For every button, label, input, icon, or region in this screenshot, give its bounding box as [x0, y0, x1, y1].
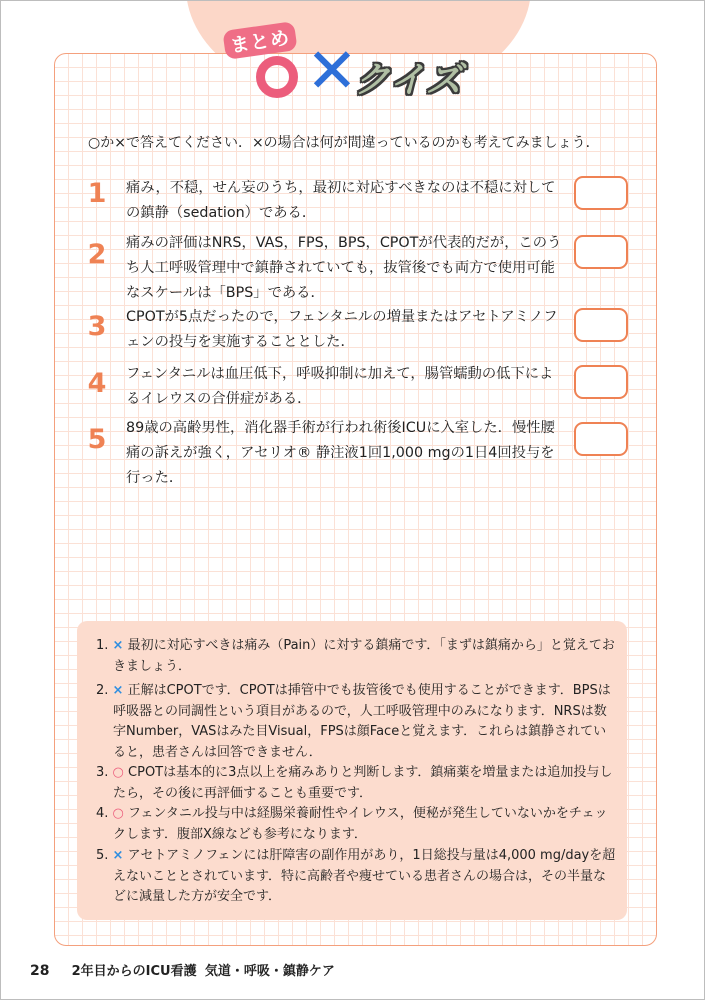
- question-number: 3: [87, 311, 107, 342]
- circle-mark-icon: ○: [112, 765, 124, 780]
- question-text: 89歳の高齢男性，消化器手術が行われ術後ICUに入室した．慢性腰痛の訴えが強く，アセリオ® 静注液1回1,000 mgの1日4回投与を行った．: [126, 420, 555, 486]
- title-quiz-label: クイズ: [354, 60, 463, 101]
- answer-text: アセトアミノフェンには肝障害の副作用があり，1日総投与量は4,000 mg/dayを超えないこととされています．特に高齢者や痩せている患者さんの場合は，その半量などに減量した方が安全です．: [113, 848, 616, 904]
- answer-text: 正解はCPOTです．CPOTは挿管中でも抜管後でも使用することができます．BPSは呼吸器との同調性という項目があるので，人工呼吸管理中のみになります．NRSは数字Number，VASはみた目Visual，FPSは顔Faceと覚えます．これらは鎮静されていると，患者さんは回答できません．: [113, 683, 611, 760]
- answer-text: CPOTは基本的に3点以上を痛みありと判断します．鎮痛薬を増量または追加投与したら，その後に再評価することも重要です．: [113, 765, 613, 801]
- title-summary-label: まとめ: [222, 21, 297, 60]
- instruction-text: ○か×で答えてください．×の場合は何が間違っているのかも考えてみましょう．: [88, 135, 600, 151]
- book-title: 2年目からのICU看護: [71, 964, 197, 979]
- answer-input-box[interactable]: [574, 365, 628, 399]
- answer-text: フェンタニル投与中は経腸栄養耐性やイレウス，便秘が発生していないかをチェックします．腹部X線なども参考になります．: [113, 806, 608, 842]
- answer-input-box[interactable]: [574, 422, 628, 456]
- answer-number: 3.: [96, 765, 109, 780]
- circle-mark-icon: [256, 56, 298, 98]
- answer-1: [96, 636, 616, 677]
- answer-input-box[interactable]: [574, 176, 628, 210]
- answer-2: [96, 681, 616, 763]
- question-number: 2: [87, 239, 107, 270]
- cross-mark-icon: ×: [112, 638, 124, 653]
- circle-mark-icon: ○: [112, 806, 124, 821]
- cross-mark-icon: ×: [112, 683, 124, 698]
- answer-3: [96, 763, 616, 804]
- cross-mark-icon: ×: [112, 848, 124, 863]
- answer-input-box[interactable]: [574, 235, 628, 269]
- cross-mark-icon: ✕: [306, 34, 358, 107]
- question-text: 痛み，不穏，せん妄のうち，最初に対応すべきなのは不穏に対しての鎮静（sedation）である．: [126, 180, 556, 221]
- question-number: 4: [87, 368, 107, 399]
- answer-number: 1.: [96, 638, 109, 653]
- question-number: 1: [87, 178, 107, 209]
- answer-5: [96, 846, 616, 908]
- question-text: CPOTが5点だったので，フェンタニルの増量またはアセトアミノフェンの投与を実施することとした．: [126, 309, 558, 350]
- book-subtitle: 気道・呼吸・鎮静ケア: [204, 964, 335, 979]
- page-number: 28: [30, 963, 50, 979]
- question-number: 5: [87, 424, 107, 455]
- page-footer: [30, 960, 335, 979]
- answer-text: 最初に対応すべきは痛み（Pain）に対する鎮痛です．「まずは鎮痛から」と覚えておきましょう．: [113, 638, 615, 674]
- question-text: 痛みの評価はNRS，VAS，FPS，BPS，CPOTが代表的だが，このうち人工呼吸管理中で鎮静されていても，抜管後でも両方で使用可能なスケールは「BPS」である．: [126, 235, 562, 301]
- answer-number: 2.: [96, 683, 109, 698]
- answer-input-box[interactable]: [574, 308, 628, 342]
- answer-number: 5.: [96, 848, 109, 863]
- question-text: フェンタニルは血圧低下，呼吸抑制に加えて，腸管蠕動の低下によるイレウスの合併症がある．: [126, 366, 554, 407]
- answer-number: 4.: [96, 806, 109, 821]
- answer-4: [96, 804, 616, 845]
- quiz-title: [222, 22, 482, 107]
